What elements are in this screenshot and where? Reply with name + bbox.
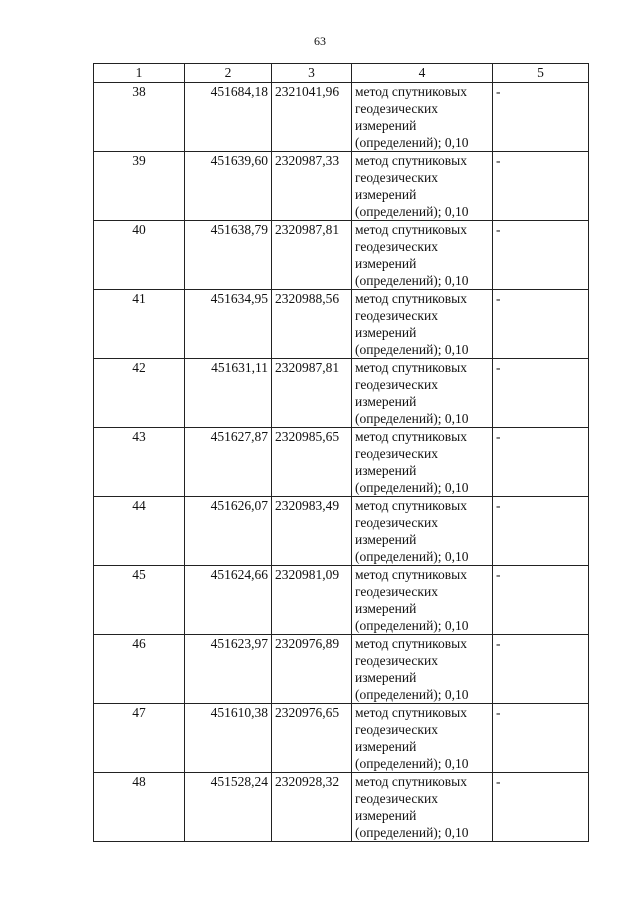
table-row (94, 497, 589, 566)
coordinate-y: 2320985,65 (272, 428, 352, 497)
coordinate-y: 2320928,32 (272, 773, 352, 842)
point-number: 47 (94, 704, 185, 773)
note: - (493, 83, 589, 152)
point-number: 40 (94, 221, 185, 290)
point-number: 44 (94, 497, 185, 566)
coordinates-table (93, 63, 589, 842)
table-row (94, 704, 589, 773)
point-number: 43 (94, 428, 185, 497)
coordinate-y: 2320987,33 (272, 152, 352, 221)
coordinate-y: 2320976,65 (272, 704, 352, 773)
method-accuracy: метод спутниковых геодезических измерений (определений); 0,10 (352, 704, 493, 773)
header-row (94, 64, 589, 83)
table-row (94, 221, 589, 290)
table-header (94, 64, 589, 83)
coordinate-x: 451631,11 (185, 359, 272, 428)
header-col-4: 4 (352, 64, 493, 83)
table-row (94, 359, 589, 428)
coordinate-x: 451626,07 (185, 497, 272, 566)
method-accuracy: метод спутниковых геодезических измерений (определений); 0,10 (352, 635, 493, 704)
point-number: 39 (94, 152, 185, 221)
note: - (493, 566, 589, 635)
coordinate-x: 451634,95 (185, 290, 272, 359)
point-number: 41 (94, 290, 185, 359)
coordinate-x: 451624,66 (185, 566, 272, 635)
table-row (94, 428, 589, 497)
method-accuracy: метод спутниковых геодезических измерений (определений); 0,10 (352, 83, 493, 152)
note: - (493, 290, 589, 359)
table-row (94, 773, 589, 842)
table-body (94, 83, 589, 842)
coordinate-x: 451684,18 (185, 83, 272, 152)
note: - (493, 497, 589, 566)
header-col-5: 5 (493, 64, 589, 83)
method-accuracy: метод спутниковых геодезических измерений (определений); 0,10 (352, 290, 493, 359)
point-number: 42 (94, 359, 185, 428)
coordinate-y: 2321041,96 (272, 83, 352, 152)
coordinate-x: 451639,60 (185, 152, 272, 221)
note: - (493, 152, 589, 221)
header-col-1: 1 (94, 64, 185, 83)
method-accuracy: метод спутниковых геодезических измерений (определений); 0,10 (352, 221, 493, 290)
method-accuracy: метод спутниковых геодезических измерений (определений); 0,10 (352, 497, 493, 566)
header-col-3: 3 (272, 64, 352, 83)
table-row (94, 83, 589, 152)
coordinate-y: 2320981,09 (272, 566, 352, 635)
note: - (493, 704, 589, 773)
point-number: 38 (94, 83, 185, 152)
note: - (493, 635, 589, 704)
table-row (94, 290, 589, 359)
table-row (94, 152, 589, 221)
coordinate-x: 451623,97 (185, 635, 272, 704)
point-number: 48 (94, 773, 185, 842)
page-number: 63 (314, 34, 326, 48)
coordinate-y: 2320987,81 (272, 221, 352, 290)
method-accuracy: метод спутниковых геодезических измерений (определений); 0,10 (352, 428, 493, 497)
table-row (94, 566, 589, 635)
coordinate-x: 451627,87 (185, 428, 272, 497)
coordinate-x: 451610,38 (185, 704, 272, 773)
method-accuracy: метод спутниковых геодезических измерений (определений); 0,10 (352, 773, 493, 842)
coordinate-y: 2320988,56 (272, 290, 352, 359)
point-number: 45 (94, 566, 185, 635)
coordinate-y: 2320987,81 (272, 359, 352, 428)
coordinate-y: 2320976,89 (272, 635, 352, 704)
coordinate-y: 2320983,49 (272, 497, 352, 566)
note: - (493, 359, 589, 428)
table-row (94, 635, 589, 704)
coordinate-x: 451638,79 (185, 221, 272, 290)
method-accuracy: метод спутниковых геодезических измерений (определений); 0,10 (352, 566, 493, 635)
note: - (493, 221, 589, 290)
point-number: 46 (94, 635, 185, 704)
method-accuracy: метод спутниковых геодезических измерений (определений); 0,10 (352, 152, 493, 221)
header-col-2: 2 (185, 64, 272, 83)
method-accuracy: метод спутниковых геодезических измерений (определений); 0,10 (352, 359, 493, 428)
coordinate-x: 451528,24 (185, 773, 272, 842)
note: - (493, 773, 589, 842)
note: - (493, 428, 589, 497)
